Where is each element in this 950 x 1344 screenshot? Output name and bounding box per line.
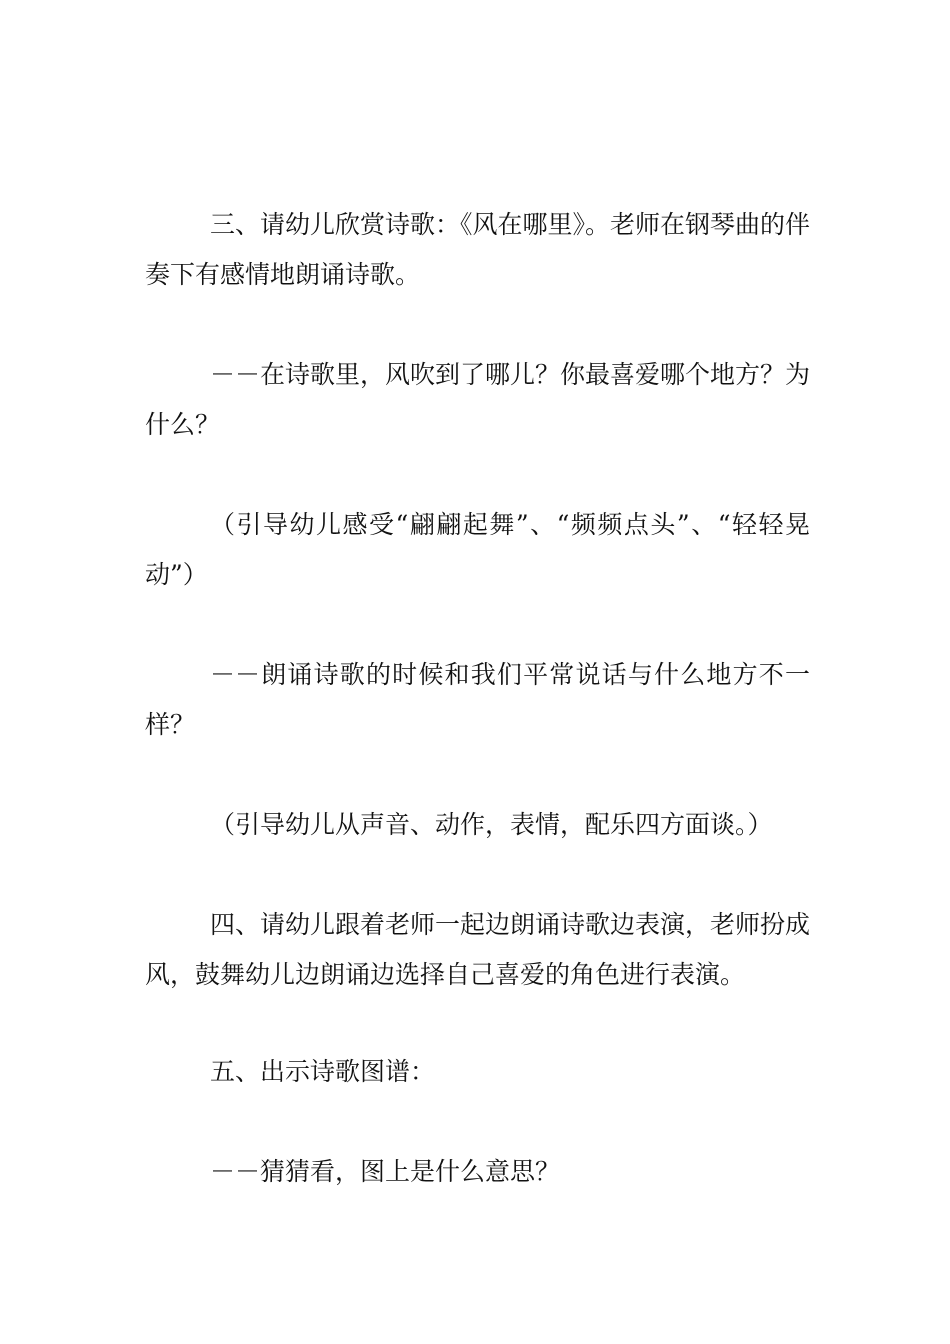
paragraph-section-four: 四、请幼儿跟着老师一起边朗诵诗歌边表演，老师扮成风，鼓舞幼儿边朗诵边选择自己喜爱的角色进行表演。 [145,910,811,989]
paragraph-section-five: 五、出示诗歌图谱： [210,1057,436,1086]
paragraph-question-recitation: －－朗诵诗歌的时候和我们平常说话与什么地方不一样？ [145,660,810,739]
paragraph-guide-feeling: （引导幼儿感受“翩翩起舞”、“频频点头”、“轻轻晃动”） [145,510,810,589]
paragraph-question-guess: －－猜猜看，图上是什么意思？ [210,1157,561,1186]
paragraph-question-wind: －－在诗歌里，风吹到了哪儿？你最喜爱哪个地方？为什么？ [145,360,811,439]
paragraph-section-three: 三、请幼儿欣赏诗歌：《风在哪里》。老师在钢琴曲的伴奏下有感情地朗诵诗歌。 [145,210,811,289]
paragraph-guide-aspects: （引导幼儿从声音、动作，表情，配乐四方面谈。） [210,810,773,839]
